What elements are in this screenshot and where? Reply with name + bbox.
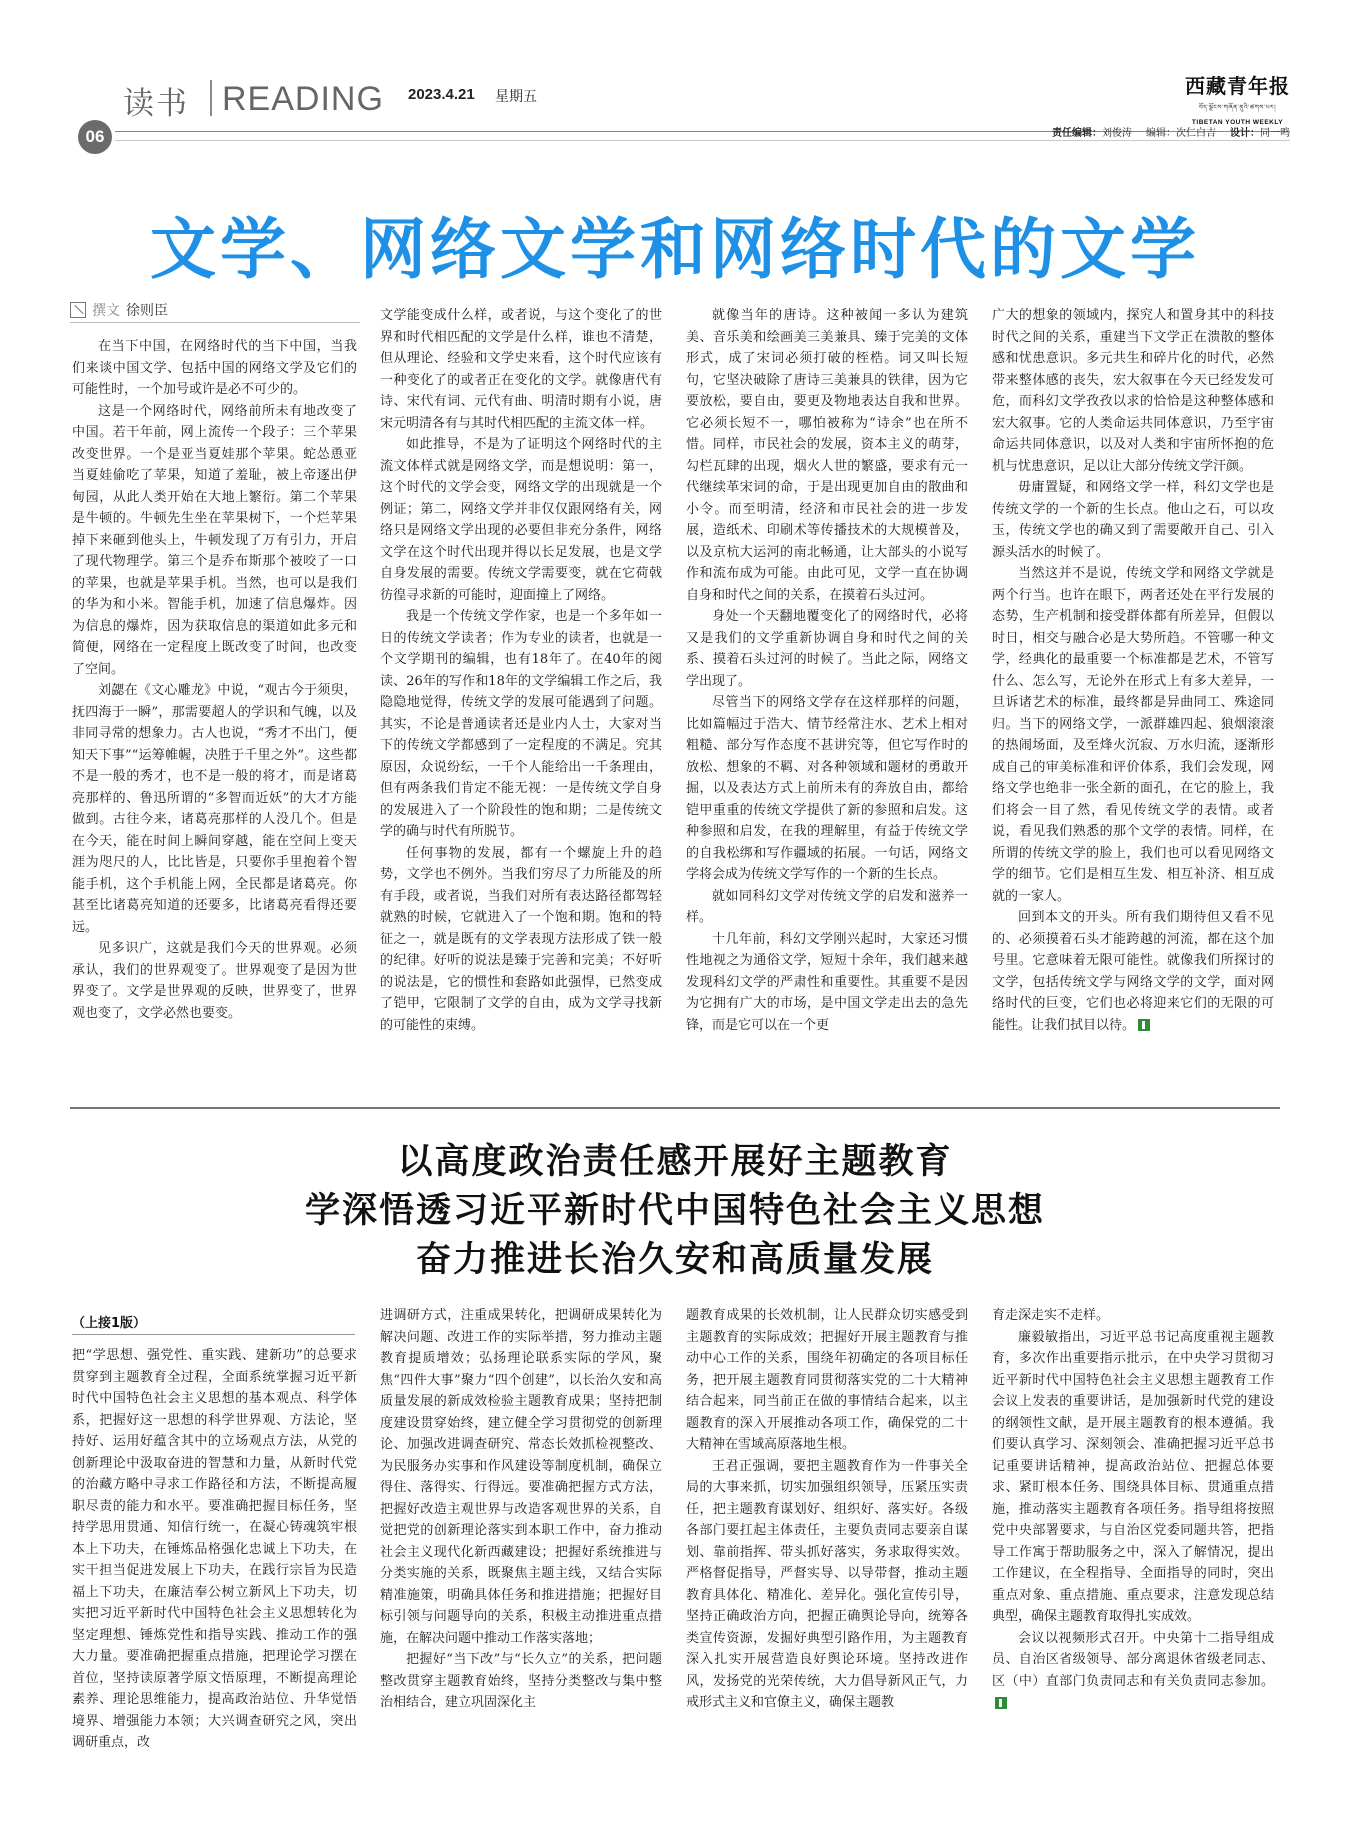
byline-author: 徐则臣 — [126, 303, 168, 319]
pen-icon — [70, 302, 86, 318]
editor2-name: 次仁白吉 — [1176, 128, 1216, 139]
continued-rule — [72, 1334, 355, 1335]
paragraph: 题教育成果的长效机制，让人民群众切实感受到主题教育的实际成效；把握好开展主题教育与推动中心工作的关系，围绕年初确定的各项目标任务，把开展主题教育同贯彻落实党的二十大精神结合起来，同当前正在做的事情结合起来，以主题教育的深入开展推动各项工作，确保党的二十大精神在雪域高原落地生根。 — [686, 1308, 968, 1452]
section-title-en: READING — [222, 80, 384, 118]
paragraph: 在当下中国，在网络时代的当下中国，当我们来谈中国文学、包括中国的网络文学及它们的可能性时，一个加号或许是必不可少的。 — [72, 339, 357, 397]
byline-rule — [70, 322, 360, 323]
paragraph: 见多识广，这就是我们今天的世界观。必须承认，我们的世界观变了。世界观变了是因为世界变了。文学是世界观的反映，世界变了，世界观也变了，文学必然也要变。 — [72, 941, 357, 1021]
byline-role: 撰文 — [92, 303, 120, 319]
paragraph: 我是一个传统文学作家，也是一个多年如一日的传统文学读者；作为专业的读者，也就是一个文学期刊的编辑，也有18年了。在40年的阅读、26年的写作和18年的文学编辑工作之后，我隐隐地觉得，传统文学的发展可能遇到了问题。其实，不论是普通读者还是业内人士，大家对当下的传统文学都感到了一定程度的不满足。究其原因，众说纷纭，一千个人能给出一千条理由，但有两条我们肯定不能无视：一是传统文学自身的发展进入了一个阶段性的饱和期；二是传统文学的确与时代有所脱节。 — [380, 609, 662, 839]
paragraph: 如此推导，不是为了证明这个网络时代的主流文体样式就是网络文学，而是想说明：第一，这个时代的文学会变，网络文学的出现就是一个例证；第二，网络文学并非仅仅跟网络有关，网络只是网络文学出现的必要但非充分条件，网络文学在这个时代出现并得以长足发展，也是文学自身发展的需要。传统文学需要变，就在它荷戟彷徨寻求新的可能时，迎面撞上了网络。 — [380, 437, 662, 603]
article2-column-3 — [686, 1305, 968, 1810]
end-mark-icon — [1138, 1019, 1150, 1031]
paragraph: 十几年前，科幻文学刚兴起时，大家还习惯性地视之为通俗文学，短短十余年，我们越来越发现科幻文学的严肃性和重要性。其重要不是因为它拥有广大的市场，是中国文学走出去的急先锋，而是它可以在一个更 — [686, 931, 968, 1033]
paragraph: 文学能变成什么样，或者说，与这个变化了的世界和时代相匹配的文学是什么样，谁也不清楚，但从理论、经验和文学史来看，这个时代应该有一种变化了的或者正在变化的文学。就像唐代有诗、宋代有词、元代有曲、明清时期有小说，唐宋元明清各有与其时代相匹配的主流文体一样。 — [380, 308, 662, 431]
paragraph: 这是一个网络时代，网络前所未有地改变了中国。若干年前，网上流传一个段子：三个苹果改变世界。一个是亚当夏娃那个苹果。蛇怂恿亚当夏娃偷吃了苹果，知道了羞耻，被上帝逐出伊甸园，从此人类开始在大地上繁衍。第二个苹果是牛顿的。牛顿先生坐在苹果树下，一个烂苹果掉下来砸到他头上，牛顿发现了万有引力，开启了现代物理学。第三个是乔布斯那个被咬了一口的苹果，也就是苹果手机。当然，也可以是我们的华为和小米。智能手机，加速了信息爆炸。因为信息的爆炸，因为获取信息的渠道如此多元和简便，网络在一定程度上既改变了时间，也改变了空间。 — [72, 403, 357, 677]
section-title-zh: 读书 — [123, 86, 189, 122]
headline-line-3: 奋力推进长治久安和高质量发展 — [415, 1239, 934, 1280]
publication-date: 2023.4.21 — [408, 86, 475, 103]
paragraph-text: 会议以视频形式召开。中央第十二指导组成员、自治区省级领导、部分离退休省级老同志、区（中）直部门负责同志和有关负责同志参加。 — [992, 1630, 1274, 1689]
headline-line-1: 以高度政治责任感开展好主题教育 — [397, 1141, 953, 1182]
article1-column-1 — [72, 336, 357, 1056]
paragraph: 进调研方式，注重成果转化，把调研成果转化为解决问题、改进工作的实际举措，努力推动主题教育提质增效；弘扬理论联系实际的学风，聚焦“四件大事”聚力“四个创建”，以长治久安和高质量发展的新成效检验主题教育成果；坚持把制度建设贯穿始终，建立健全学习贯彻党的创新理论、加强改进调查研究、常态长效抓检视整改、为民服务办实事和作风建设等制度机制，确保立得住、落得实、行得远。要准确把握方式方法，把握好改造主观世界与改造客观世界的关系，自觉把党的创新理论落实到本职工作中，奋力推动社会主义现代化新西藏建设；把握好系统推进与分类实施的关系，既聚焦主题主线，又结合实际精准施策，明确具体任务和推进措施；把握好目标引领与问题导向的关系，积极主动推进重点措施，在解决问题中推动工作落实落地； — [380, 1308, 662, 1646]
paragraph: 育走深走实不走样。 — [992, 1308, 1110, 1323]
article2-column-1 — [72, 1345, 357, 1810]
header-rule-secondary — [115, 140, 1290, 141]
editor-label: 责任编辑： — [1052, 128, 1102, 139]
editor-name: 刘俊涛 — [1102, 128, 1132, 139]
article1-column-4 — [992, 305, 1274, 1060]
newspaper-logo — [1185, 70, 1290, 126]
paragraph: 廉毅敏指出，习近平总书记高度重视主题教育，多次作出重要指示批示，在中央学习贯彻习近平新时代中国特色社会主义思想主题教育工作会议上发表的重要讲话，是加强新时代党的建设的纲领性文献，是开展主题教育的根本遵循。我们要认真学习、深刻领会、准确把握习近平总书记重要讲话精神，提高政治站位、把握总体要求、紧盯根本任务、围绕具体目标、贯通重点措施，推动落实主题教育各项任务。指导组将按照党中央部署要求，与自治区党委同题共答，把指导工作寓于帮助服务之中，深入了解情况，提出工作建议，在全程指导、全面指导的同时，突出重点对象、重点措施、重点要求，注意发现总结典型，确保主题教育取得扎实成效。 — [992, 1329, 1274, 1624]
article1-column-2 — [380, 305, 662, 1060]
article1-column-3 — [686, 305, 968, 1060]
paragraph: 当然这并不是说，传统文学和网络文学就是两个行当。也许在眼下，两者还处在平行发展的态势，生产机制和接受群体都有所差异，但假以时日，相交与融合必是大势所趋。不管哪一种文学，经典化的最重要一个标准都是艺术，不管写什么、怎么写，无论外在形式上有多大差异，一旦诉诸艺术的标准，最终都是异曲同工、殊途同归。当下的网络文学，一派群雄四起、狼烟滚滚的热闹场面，及至烽火沉寂、万水归流，逐渐形成自己的审美标准和评价体系，我们会发现，网络文学也绝非一张全新的面孔，在它的脸上，我们将会一目了然，看见传统文学的表情。或者说，看见我们熟悉的那个文学的表情。同样，在所谓的传统文学的脸上，我们也可以看见网络文学的细节。它们是相互生发、相互补济、相互成就的一家人。 — [992, 566, 1274, 904]
paragraph: 毋庸置疑，和网络文学一样，科幻文学也是传统文学的一个新的生长点。他山之石，可以攻玉，传统文学也的确又到了需要敞开自己、引入源头活水的时候了。 — [992, 480, 1274, 560]
paragraph — [992, 1628, 1274, 1714]
paragraph: 尽管当下的网络文学存在这样那样的问题，比如篇幅过于浩大、情节经常注水、艺术上相对粗糙、部分写作态度不甚讲究等，但它写作时的放松、想象的不羁、对各种领域和题材的勇敢开掘，以及表达方式上前所未有的奔放自由，都给铠甲重重的传统文学提供了新的参照和启发。这种参照和启发，在我的理解里，有益于传统文学的自我松绑和写作疆域的拓展。一句话，网络文学将会成为传统文学写作的一个新的生长点。 — [686, 695, 968, 882]
continued-tag: （上接1版） — [72, 1316, 147, 1331]
editor-credits — [1052, 124, 1290, 139]
article2-column-4 — [992, 1305, 1274, 1810]
design-name: 同一鸣 — [1260, 128, 1290, 139]
article1-byline — [70, 300, 168, 320]
paragraph: 就如同科幻文学对传统文学的启发和滋养一样。 — [686, 888, 968, 925]
newspaper-name-en: TIBETAN YOUTH WEEKLY — [1191, 119, 1284, 126]
paragraph: 王君正强调，要把主题教育作为一件事关全局的大事来抓，切实加强组织领导，压紧压实责任，把主题教育谋划好、组织好、落实好。各级各部门要扛起主体责任，主要负责同志要亲自谋划、靠前指挥、带头抓好落实，务求取得实效。严格督促指导，严督实导、以导带督，推动主题教育具体化、精准化、差异化。强化宣传引导，坚持正确政治方向，把握正确舆论导向，统筹各类宣传资源，发掘好典型引路作用，为主题教育深入扎实开展营造良好舆论环境。坚持改进作风，发扬党的光荣传统，大力倡导新风正气，力戒形式主义和官僚主义，确保主题教 — [686, 1458, 968, 1710]
headline-line-2: 学深悟透习近平新时代中国特色社会主义思想 — [304, 1190, 1045, 1231]
paragraph — [992, 907, 1274, 1036]
paragraph: 广大的想象的领域内，探究人和置身其中的科技时代之间的关系，重建当下文学正在溃散的整体感和忧患意识。多元共生和碎片化的时代，必然带来整体感的丧失，宏大叙事在今天已经发发可危，而科幻文学孜孜以求的恰恰是这种整体感和宏大叙事。它的人类命运共同体意识，乃至宇宙命运共同体意识，以及对人类和宇宙所怀抱的危机与忧患意识，足以让大部分传统文学汗颜。 — [992, 308, 1274, 474]
paragraph: 刘勰在《文心雕龙》中说，“观古今于须臾，抚四海于一瞬”，那需要超人的学识和气魄，以及非同寻常的想象力。古人也说，“秀才不出门，便知天下事”“运筹帷幄，决胜于千里之外”。这些都不是一般的秀才，也不是一般的将才，而是诸葛亮那样的、鲁迅所谓的“多智而近妖”的大才方能做到。古往今来，诸葛亮那样的人没几个。但是在今天，能在时间上瞬间穿越，能在空间上变天涯为咫尺的人，比比皆是，只要你手里抱着个智能手机，这个手机能上网，全民都是诸葛亮。你甚至比诸葛亮知道的还要多，比诸葛亮看得还要远。 — [72, 683, 357, 935]
article-divider — [70, 1107, 1280, 1109]
publication-weekday: 星期五 — [495, 89, 537, 105]
page-number-badge: 06 — [78, 120, 112, 154]
article1-headline: 文学、网络文学和网络时代的文学 — [150, 211, 1200, 288]
section-divider — [210, 80, 212, 116]
paragraph: 把握好“当下改”与“长久立”的关系，把问题整改贯穿主题教育始终，坚持分类整改与集中整治相结合，建立巩固深化主 — [380, 1652, 662, 1710]
newspaper-name-tibetan: བོད་ལྗོངས་གཞོན་ནུའི་ཚགས་པར། — [1198, 104, 1277, 111]
newspaper-name-zh: 西藏青年报 — [1185, 74, 1290, 98]
article2-headline — [0, 1137, 1350, 1284]
paragraph: 把“学思想、强党性、重实践、建新功”的总要求贯穿到主题教育全过程，全面系统掌握习近平新时代中国特色社会主义思想的基本观点、科学体系，把握好这一思想的科学世界观、方法论，坚持好、运用好蕴含其中的立场观点方法，从党的创新理论中汲取奋进的智慧和力量，从新时代党的治藏方略中寻求工作路径和方法，不断提高履职尽责的能力和水平。要准确把握目标任务，坚持学思用贯通、知信行统一，在凝心铸魂筑牢根本上下功夫，在锤炼品格强化忠诚上下功夫，在实干担当促进发展上下功夫，在践行宗旨为民造福上下功夫，在廉洁奉公树立新风上下功夫，切实把习近平新时代中国特色社会主义思想转化为坚定理想、锤炼党性和指导实践、推动工作的强大力量。要准确把握重点措施，把理论学习摆在首位，坚持读原著学原文悟原理，不断提高理论素养、理论思维能力，提高政治站位、升华觉悟境界、增强能力本领；大兴调查研究之风，突出调研重点，改 — [72, 1348, 357, 1750]
article2-column-2 — [380, 1305, 662, 1810]
paragraph: 任何事物的发展，都有一个螺旋上升的趋势，文学也不例外。当我们穷尽了力所能及的所有手段，或者说，当我们对所有表达路径都驾轻就熟的时候，它就进入了一个饱和期。饱和的特征之一，就是既有的文学表现方法形成了铁一般的纪律。好听的说法是臻于完善和完美；不好听的说法是，它的惯性和套路如此强悍，已然变成了铠甲，它限制了文学的自由，成为文学寻找新的可能性的束缚。 — [380, 845, 662, 1033]
end-mark-icon — [995, 1697, 1007, 1709]
editor2-label: 编辑： — [1146, 128, 1176, 139]
paragraph-text: 回到本文的开头。所有我们期待但又看不见的、必须摸着石头才能跨越的河流，都在这个加号里。它意味着无限可能性。就像我们所探讨的文学，包括传统文学与网络文学的文学，面对网络时代的巨变，它们也必将迎来它们的无限的可能性。让我们拭目以待。 — [992, 910, 1274, 1033]
paragraph: 就像当年的唐诗。这种被闻一多认为建筑美、音乐美和绘画美三美兼具、臻于完美的文体形式，成了宋词必须打破的桎梏。词又叫长短句，它坚决破除了唐诗三美兼具的铁律，因为它要放松，要自由，要更及物地表达自我和世界。它必须长短不一，哪怕被称为“诗余”也在所不惜。同样，市民社会的发展，资本主义的萌芽，勾栏瓦肆的出现，烟火人世的繁盛，要求有元一代继续革宋词的命，于是出现更加自由的散曲和小令。而至明清，经济和市民社会的进一步发展，造纸术、印刷术等传播技术的大规模普及，以及京杭大运河的南北畅通，让大部头的小说写作和流布成为可能。由此可见，文学一直在协调自身和时代之间的关系，在摸着石头过河。 — [686, 308, 968, 603]
design-label: 设计： — [1230, 128, 1260, 139]
paragraph: 身处一个天翻地覆变化了的网络时代，必将又是我们的文学重新协调自身和时代之间的关系、摸着石头过河的时候了。当此之际，网络文学出现了。 — [686, 609, 968, 689]
